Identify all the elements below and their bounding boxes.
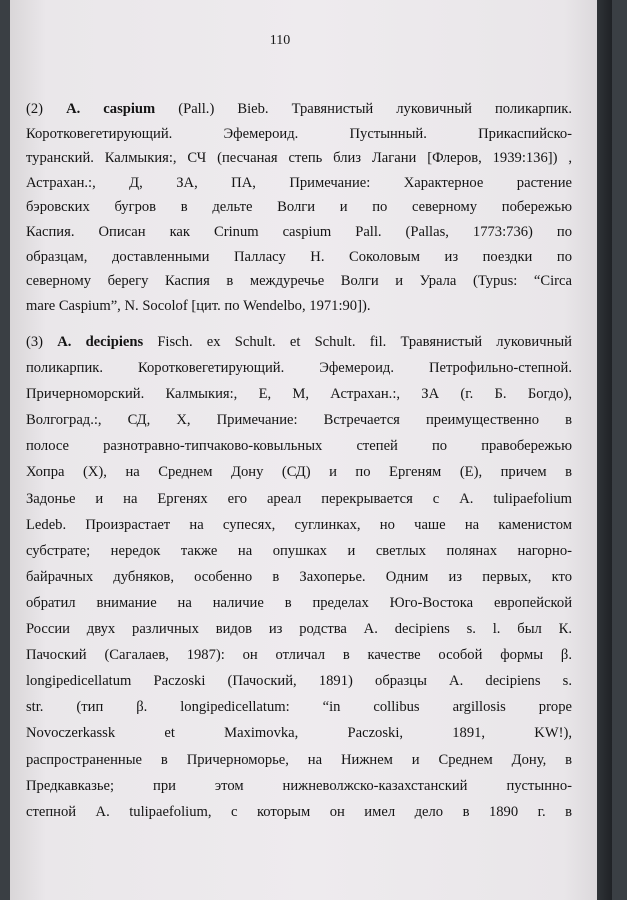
text-line: образцам, доставленными Палласу Н. Соколовым из поездки по xyxy=(26,248,572,265)
text-line: распространенные в Причерноморье, на Нижнем и Среднем Дону, в xyxy=(26,751,572,768)
text-line: (3) A. decipiens Fisch. ex Schult. et Schult. fil. Травянистый луковичный xyxy=(26,334,572,350)
text-line: субстрате; нередок также на опушках и светлых полянах нагорно- xyxy=(26,542,572,559)
text-line: str. (тип β. longipedicellatum: “in collibus argillosis prope xyxy=(26,699,572,716)
text-line: степной A. tulipaefolium, с которым он имел дело в 1890 г. в xyxy=(26,803,572,820)
text-line: Ledeb. Произрастает на супесях, суглинках, но чаше на каменистом xyxy=(26,516,572,533)
paragraph-allium-caspium xyxy=(26,97,572,318)
text-line: Астрахан.:, Д, ЗА, ПА, Примечание: Характерное растение xyxy=(26,174,572,191)
text-line: туранский. Калмыкия:, СЧ (песчаная степь близ Лагани [Флеров, 1939:136]) , xyxy=(26,150,572,167)
text-line: mare Caspium”, N. Socolof [цит. по Wendelbo, 1971:90]). xyxy=(26,297,371,314)
page-edge-shadow xyxy=(597,0,612,900)
text-line: Задонье и на Ергенях его ареал перекрывается с A. tulipaefolium xyxy=(26,490,572,507)
text-line: поликарпик. Коротковегетирующий. Эфемероид. Петрофильно-степной. xyxy=(26,360,572,377)
text-line: Пачоский (Сагалаев, 1987): он отличал в качестве особой формы β. xyxy=(26,647,572,664)
text-line: северному берегу Каспия в междуречье Волги и Урала (Typus: “Circa xyxy=(26,273,572,290)
text-line: обратил внимание на наличие в пределах Юго-Востока европейской xyxy=(26,594,572,611)
text-line: Хопра (Х), на Среднем Дону (СД) и по Ергеням (Е), причем в xyxy=(26,464,572,481)
text-line: бэровских бугров в дельте Волги и по северному побережью xyxy=(26,199,572,216)
text-line: России двух различных видов из родства A. decipiens s. l. был К. xyxy=(26,621,572,638)
text-line: Novoczerkassk et Maximovka, Paczoski, 1891, KW!), xyxy=(26,725,572,742)
text-line: (2) A. caspium (Pall.) Bieb. Травянистый луковичный поликарпик. xyxy=(26,101,572,117)
text-line: longipedicellatum Paczoski (Пачоский, 1891) образцы A. decipiens s. xyxy=(26,673,572,690)
text-line: байрачных дубняков, особенно в Захоперье. Одним из первых, кто xyxy=(26,568,572,585)
text-line: Предкавказье; при этом нижневолжско-казахстанский пустынно- xyxy=(26,777,572,794)
text-line: Коротковегетирующий. Эфемероид. Пустынный. Прикаспийско- xyxy=(26,125,572,142)
document-page xyxy=(10,0,612,900)
page-number: 110 xyxy=(269,33,291,48)
paragraph-allium-decipiens xyxy=(26,329,572,825)
text-line: Причерноморский. Калмыкия:, Е, М, Астрахан.:, ЗА (г. Б. Богдо), xyxy=(26,386,572,403)
text-line: полосе разнотравно-типчаково-ковыльных степей по правобережью xyxy=(26,438,572,455)
text-line: Волгоград.:, СД, Х, Примечание: Встречается преимущественно в xyxy=(26,412,572,429)
text-line: Каспия. Описан как Crinum caspium Pall. (Pallas, 1773:736) по xyxy=(26,223,572,240)
